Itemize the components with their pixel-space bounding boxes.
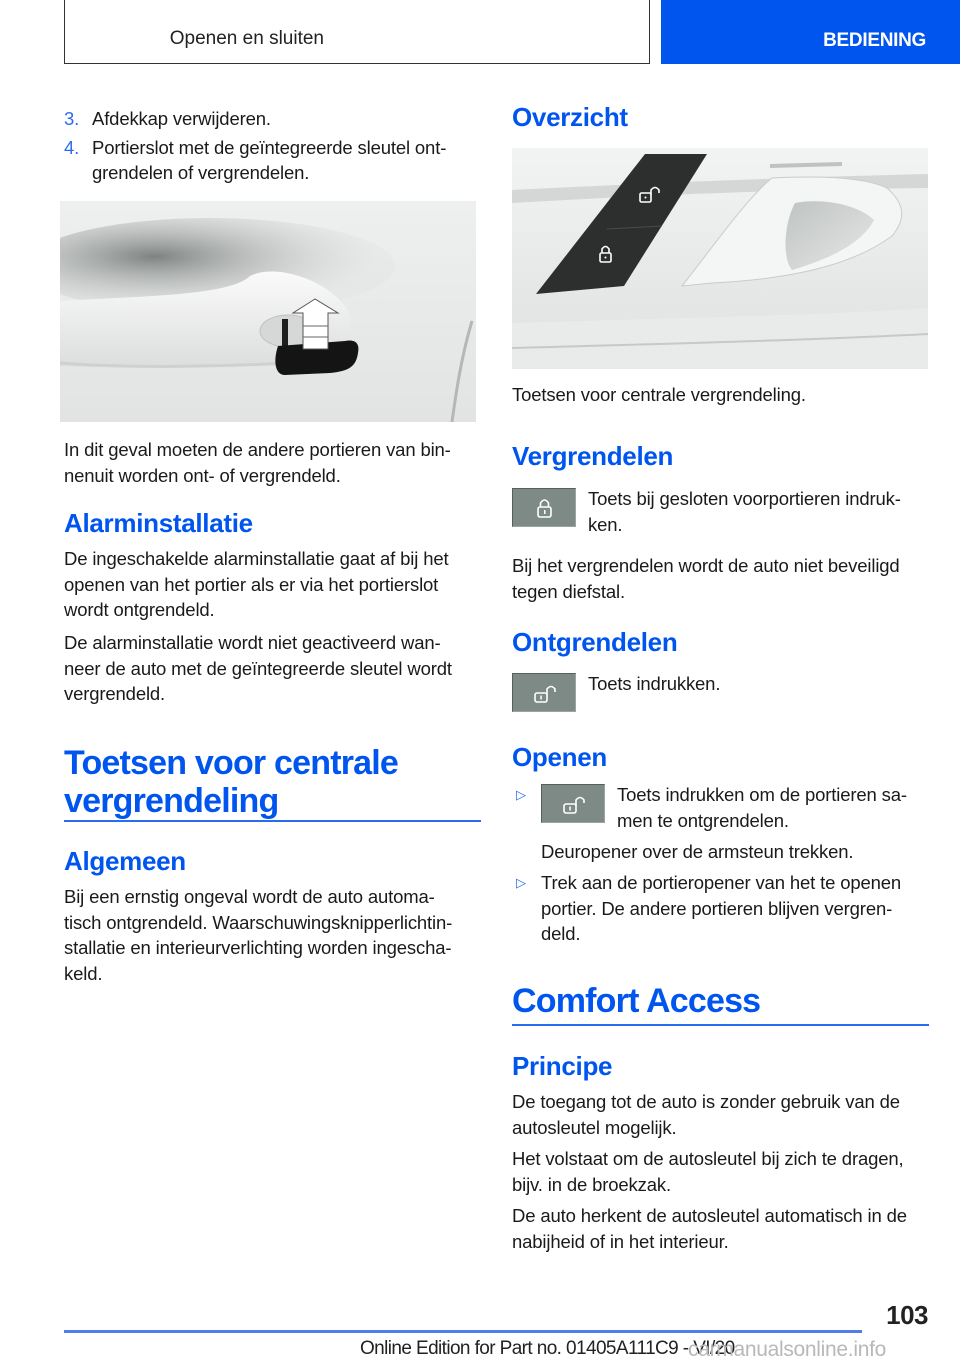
text-line: nabijheid of in het interieur. (512, 1230, 729, 1252)
section-divider (512, 1024, 929, 1026)
text-line: tisch ontgrendeld. Waarschuwingsknipperlichtin- (64, 911, 453, 933)
text-line: stallatie en interieurverlichting worden ingescha- (64, 937, 452, 958)
unlock-button-open[interactable] (541, 784, 605, 823)
heading-open: Openen (512, 742, 607, 772)
step-3 (64, 106, 484, 132)
lock-buttons-panel-icon (512, 148, 928, 369)
open-item-2 (541, 870, 935, 947)
text-line: keld. (64, 962, 103, 984)
open-item-1 (617, 782, 935, 833)
heading-overview: Overzicht (512, 102, 628, 132)
open-item-1-extra: Deuropener over de armsteun trekken. (541, 841, 854, 862)
heading-lock: Vergrendelen (512, 441, 674, 471)
step-text: Afdekkap verwijderen. (92, 108, 271, 129)
bullet-icon: ▷ (516, 787, 526, 802)
text-line: Het volstaat om de autosleutel bij zich te dragen, (512, 1148, 904, 1169)
text-line: De alarminstallatie wordt niet geactiveerd wan- (64, 632, 441, 653)
text-line: Bij het vergrendelen wordt de auto niet beveiligd (512, 555, 900, 576)
chapter-tab[interactable] (661, 0, 960, 64)
text-line: Toets bij gesloten voorportieren indruk- (588, 488, 901, 509)
door-handle-key-arrow-up-icon (60, 201, 476, 422)
unlock-instruction: Toets indrukken. (588, 673, 721, 694)
lock-button[interactable] (512, 488, 576, 527)
text-line: tegen diefstal. (512, 580, 625, 602)
lock-open-icon (542, 785, 606, 824)
door-handle-key-illustration (60, 201, 476, 422)
text-line: portier. De andere portieren blijven vergren- (541, 897, 893, 919)
text-line: De toegang tot de auto is zonder gebruik van de (512, 1091, 900, 1112)
lock-closed-icon (513, 489, 577, 528)
text-line: In dit geval moeten de andere portieren van bin- (64, 439, 451, 460)
alarm-paragraph-2 (64, 630, 484, 707)
text-line: nenuit worden ont- of vergrendeld. (64, 464, 341, 486)
text-line: De auto herkent de autosleutel automatisch in de (512, 1205, 907, 1226)
running-header (64, 0, 650, 64)
lock-note (512, 553, 932, 604)
heading-comfort-access: Comfort Access (512, 982, 761, 1020)
text-line: neer de auto met de geïntegreerde sleutel wordt (64, 657, 452, 679)
interior-door-handle-illustration (512, 148, 928, 369)
step-text-cont: grendelen of vergrendelen. (92, 162, 310, 183)
principle-paragraph-3 (512, 1203, 937, 1254)
heading-general: Algemeen (64, 846, 186, 876)
lock-open-icon (513, 674, 577, 713)
heading-line: Toetsen voor centrale (64, 744, 399, 782)
section-title: Openen en sluiten (169, 28, 324, 49)
text-line: openen van het portier als er via het portierslot (64, 573, 439, 595)
principle-paragraph-1 (512, 1089, 937, 1140)
step-number: 3. (64, 108, 80, 129)
unlock-button[interactable] (512, 673, 576, 712)
section-divider (64, 820, 481, 822)
steps-list (64, 106, 484, 186)
text-line: Trek aan de portieropener van het te openen (541, 872, 902, 893)
heading-principle: Principe (512, 1051, 613, 1081)
step-text: Portierslot met de geïntegreerde sleutel ont- (92, 136, 447, 158)
heading-unlock: Ontgrendelen (512, 627, 678, 657)
heading-alarm: Alarminstallatie (64, 508, 253, 538)
chapter-tab-label: BEDIENING (823, 30, 926, 51)
lock-instruction (588, 486, 933, 537)
text-line: autosleutel mogelijk. (512, 1116, 677, 1138)
watermark[interactable]: carmanualsonline.info (688, 1338, 886, 1361)
text-line: ken. (588, 513, 623, 535)
after-image-paragraph (64, 437, 484, 488)
text-line: vergrendeld. (64, 683, 166, 704)
bullet-icon: ▷ (516, 875, 526, 890)
alarm-paragraph-1 (64, 546, 484, 623)
step-4 (64, 135, 484, 186)
general-paragraph (64, 884, 484, 986)
text-line: Toets indrukken om de portieren sa- (617, 784, 907, 805)
heading-central-locking (64, 744, 398, 820)
text-line: deld. (541, 923, 581, 944)
overview-caption: Toetsen voor centrale vergrendeling. (512, 384, 806, 405)
text-line: wordt ontgrendeld. (64, 599, 215, 620)
heading-line: vergrendeling (64, 782, 279, 820)
text-line: bijv. in de broekzak. (512, 1173, 671, 1195)
text-line: Bij een ernstig ongeval wordt de auto automa- (64, 886, 435, 907)
text-line: men te ontgrendelen. (617, 809, 789, 831)
principle-paragraph-2 (512, 1146, 937, 1197)
page-number: 103 (886, 1300, 928, 1330)
step-number: 4. (64, 136, 80, 158)
footer-divider (64, 1330, 862, 1333)
edition-text: Online Edition for Part no. 01405A111C9 - VI/20 (360, 1338, 735, 1359)
text-line: De ingeschakelde alarminstallatie gaat af bij het (64, 548, 449, 569)
